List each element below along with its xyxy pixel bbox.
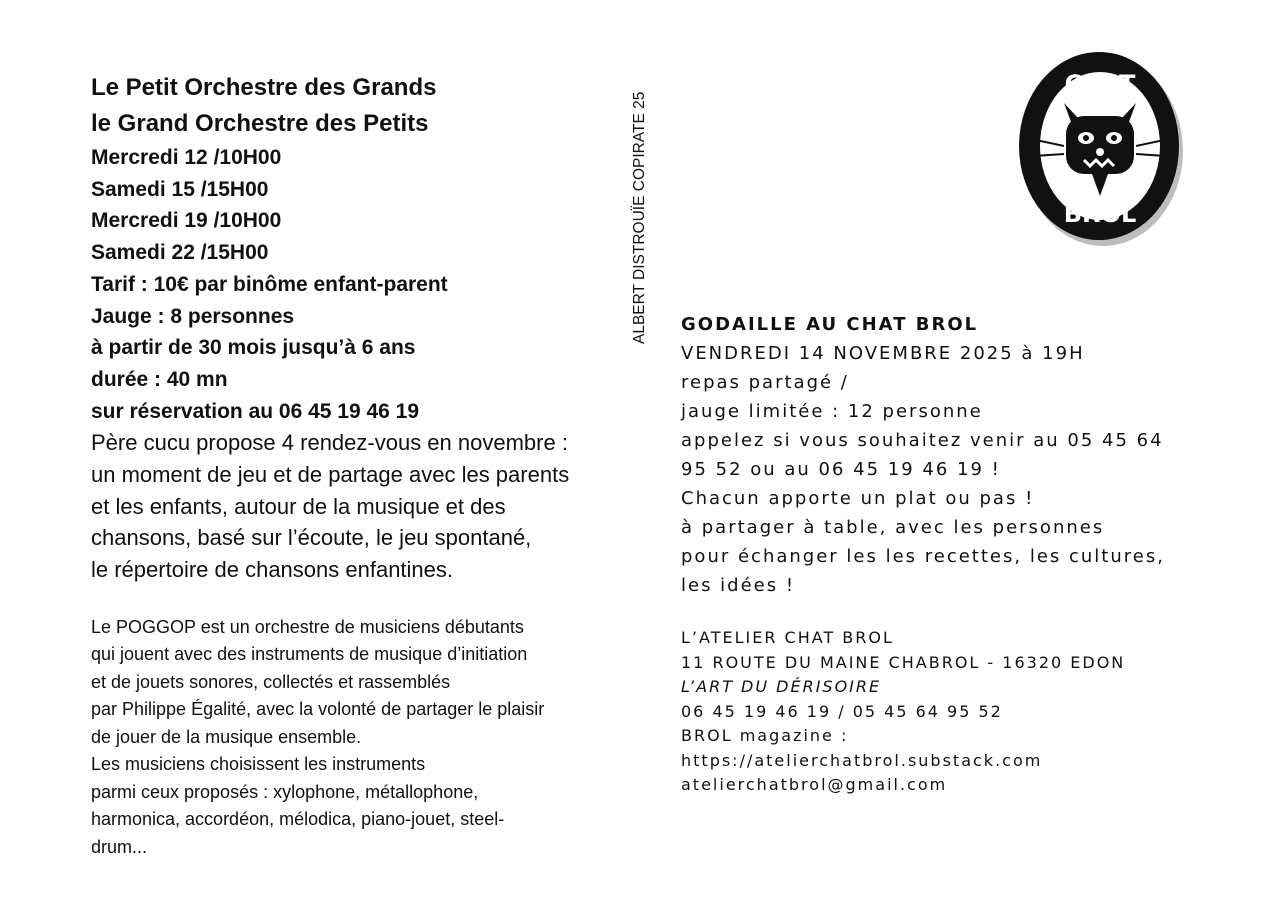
venue-name: L’ATELIER CHAT BROL	[681, 628, 894, 647]
event-line: à partager à table, avec les personnes	[681, 517, 1105, 538]
vertical-credit	[623, 80, 653, 344]
right-column	[681, 310, 1241, 798]
cat-head-logo-icon	[1014, 48, 1192, 248]
poggop-line: harmonica, accordéon, mélodica, piano-jouet, steel-	[91, 809, 505, 830]
intro-line: et les enfants, autour de la musique et des	[91, 493, 506, 519]
event-line: jauge limitée : 12 personne	[681, 401, 983, 422]
price-line: Tarif : 10€ par binôme enfant-parent	[91, 272, 448, 296]
intro-line: le répertoire de chansons enfantines.	[91, 557, 454, 583]
date-wed-19: Mercredi 19 /10H00	[91, 209, 282, 233]
logo-text-bottom: BROL	[1063, 200, 1137, 228]
venue-street: 11 ROUTE DU MAINE CHABROL - 16320 EDON	[681, 652, 1126, 672]
capacity-line: Jauge : 8 personnes	[91, 304, 295, 328]
venue-tagline: L’ART DU DÉRISOIRE	[681, 677, 882, 696]
chat-brol-logo	[1014, 48, 1192, 248]
event-date: VENDREDI 14 NOVEMBRE 2025 à 19H	[681, 343, 1085, 364]
event-line: pour échanger les les recettes, les cultures,	[681, 546, 1165, 567]
date-sat-15: Samedi 15 /15H00	[91, 177, 269, 201]
intro-line: chansons, basé sur l’écoute, le jeu spontané,	[91, 525, 532, 551]
event-line: appelez si vous souhaitez venir au 05 45 64	[681, 430, 1164, 451]
vertical-credit-text: ALBERT DISTROUÏE COPIRATE 25	[631, 91, 648, 344]
poggop-line: et de jouets sonores, collectés et rassemblés	[91, 671, 451, 692]
magazine-url[interactable]: https://atelierchatbrol.substack.com	[681, 750, 1043, 770]
magazine-label: BROL magazine :	[681, 726, 849, 745]
event-line: 95 52 ou au 06 45 19 46 19 !	[681, 459, 1001, 480]
address-block	[681, 626, 1241, 798]
show-title-line-1: Le Petit Orchestre des Grands	[91, 74, 437, 101]
poggop-line: par Philippe Égalité, avec la volonté de partager le plaisir	[91, 699, 545, 720]
poggop-line: drum...	[91, 836, 148, 857]
event-line: les idées !	[681, 575, 796, 596]
poggop-line: parmi ceux proposés : xylophone, métallophone,	[91, 781, 479, 802]
intro-line: Père cucu propose 4 rendez-vous en novembre :	[91, 430, 568, 456]
reservation-line: sur réservation au 06 45 19 46 19	[91, 399, 420, 423]
event-line: repas partagé /	[681, 372, 849, 393]
poggop-line: de jouer de la musique ensemble.	[91, 726, 362, 747]
poggop-line: Les musiciens choisissent les instruments	[91, 754, 426, 775]
event-title: GODAILLE AU CHAT BROL	[681, 314, 979, 335]
event-line: Chacun apporte un plat ou pas !	[681, 488, 1035, 509]
age-line: à partir de 30 mois jusqu’à 6 ans	[91, 336, 416, 360]
duration-line: durée : 40 mn	[91, 367, 228, 391]
intro-line: un moment de jeu et de partage avec les parents	[91, 462, 570, 488]
date-wed-12: Mercredi 12 /10H00	[91, 146, 282, 169]
logo-text-top: CHAT	[1064, 70, 1136, 98]
date-sat-22: Samedi 22 /15H00	[91, 241, 269, 265]
contact-email[interactable]: atelierchatbrol@gmail.com	[681, 775, 948, 794]
poggop-line: qui jouent avec des instruments de musique d’initiation	[91, 644, 528, 665]
poggop-paragraph	[91, 614, 611, 862]
left-column	[91, 70, 611, 861]
venue-phones: 06 45 19 46 19 / 05 45 64 95 52	[681, 701, 1003, 721]
show-title-line-2: le Grand Orchestre des Petits	[91, 110, 429, 137]
poggop-line: Le POGGOP est un orchestre de musiciens débutants	[91, 616, 524, 637]
